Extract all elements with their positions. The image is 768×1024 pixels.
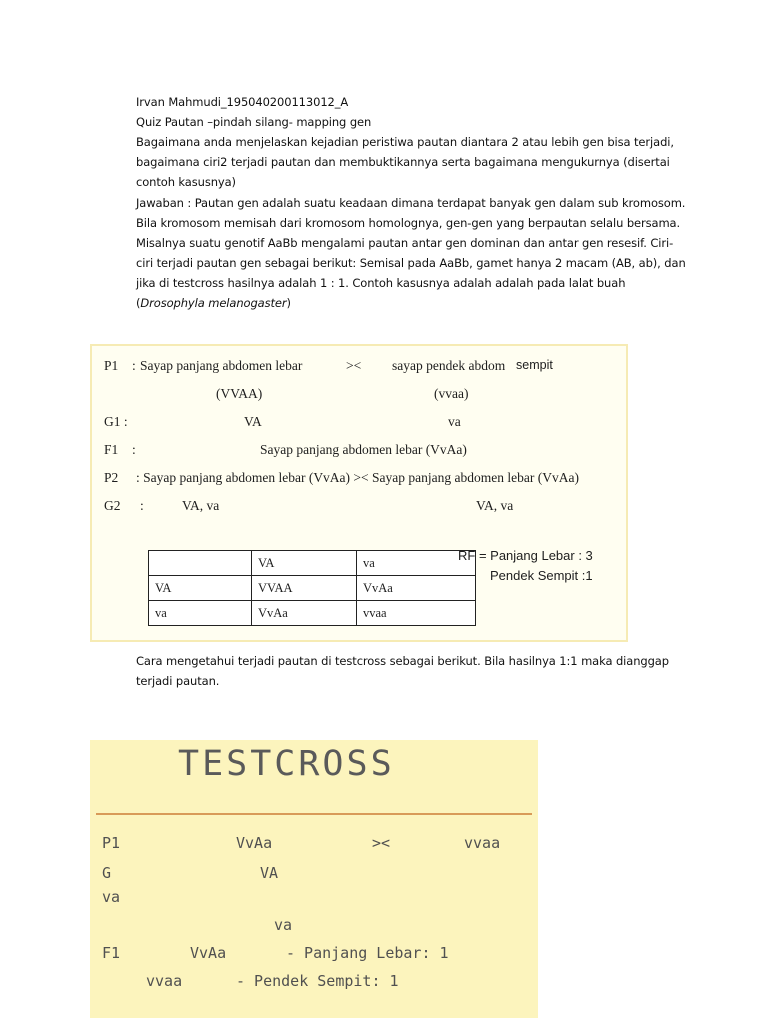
tc-p1-left: VvAa [236, 834, 273, 852]
f1-label: F1 [104, 442, 119, 457]
tc-gamete-recessive-2: va [274, 916, 293, 934]
species-name: Drosophyla melanogaster [140, 296, 287, 310]
tc-p1-label: P1 [102, 834, 121, 852]
question-line: contoh kasusnya) [136, 175, 236, 189]
question-line: bagaimana ciri2 terjadi pautan dan membuktikannya serta bagaimana mengukurnya (disertai [136, 155, 670, 169]
g1-gamete-right: va [448, 414, 461, 429]
p2-label: P2 [104, 470, 119, 485]
g2-label: G2 [104, 498, 121, 513]
tc-p1-right: vvaa [464, 834, 501, 852]
quiz-title: Quiz Pautan –pindah silang- mapping gen [136, 115, 372, 129]
question-line: Bagaimana anda menjelaskan kejadian peristiwa pautan diantara 2 atau lebih gen bisa terjadi, [136, 135, 674, 149]
paren-open: ( [136, 296, 141, 310]
cross-symbol: >< [346, 358, 362, 373]
punnett-cell: VA [252, 551, 357, 576]
punnett-header-row [149, 551, 476, 576]
punnett-cell: VvAa [357, 576, 476, 601]
tc-f1-genotype-2: vvaa [146, 972, 183, 990]
tc-cross-symbol: >< [372, 834, 391, 852]
punnett-row [149, 576, 476, 601]
p1-left-phenotype: Sayap panjang abdomen lebar [140, 358, 303, 373]
tc-gamete-recessive: va [102, 888, 121, 906]
p1-colon: : [132, 358, 136, 373]
answer-line: Bila kromosom memisah dari kromosom homolognya, gen-gen yang berpautan selalu bersama. [136, 216, 681, 230]
g2-colon: : [140, 498, 144, 513]
tc-g-label: G [102, 864, 112, 882]
p1-right-phenotype-tail: sempit [516, 358, 553, 372]
p1-right-phenotype: sayap pendek abdom [392, 358, 506, 373]
p1-genotype-right: (vvaa) [434, 386, 469, 401]
punnett-cell: vvaa [357, 601, 476, 626]
answer-line: jika di testcross hasilnya adalah 1 : 1. Contoh kasusnya adalah adalah pada lalat buah [136, 276, 626, 290]
f1-phenotype: Sayap panjang abdomen lebar (VvAa) [260, 442, 467, 457]
rf-ratio-line1: RF = Panjang Lebar : 3 [458, 548, 593, 563]
conclusion-line: Cara mengetahui terjadi pautan di testcross sebagai berikut. Bila hasilnya 1:1 maka dianggap [136, 654, 669, 668]
punnett-square [148, 550, 476, 626]
g1-gamete-left: VA [244, 414, 262, 429]
conclusion-line: terjadi pautan. [136, 674, 220, 688]
punnett-row [149, 601, 476, 626]
punnett-cell: va [149, 601, 252, 626]
p1-label: P1 [104, 358, 119, 373]
answer-line: Jawaban : Pautan gen adalah suatu keadaan dimana terdapat banyak gen dalam sub kromosom. [136, 196, 686, 210]
punnett-cell [149, 551, 252, 576]
punnett-cell: VVAA [252, 576, 357, 601]
author-line: Irvan Mahmudi_195040200113012_A [136, 95, 349, 109]
paren-close: ) [286, 296, 291, 310]
g2-gametes-right: VA, va [476, 498, 514, 513]
tc-f1-label: F1 [102, 944, 121, 962]
punnett-cell: VA [149, 576, 252, 601]
answer-line: ciri terjadi pautan gen sebagai berikut: Semisal pada AaBb, gamet hanya 2 macam (AB, ab), dan [136, 256, 686, 270]
f1-colon: : [132, 442, 136, 457]
species-line [136, 293, 291, 313]
g2-gametes-left: VA, va [182, 498, 220, 513]
cross-diagram-image [90, 344, 628, 642]
p2-cross: : Sayap panjang abdomen lebar (VvAa) >< Sayap panjang abdomen lebar (VvAa) [136, 470, 579, 485]
tc-gamete-dominant: VA [260, 864, 279, 882]
title-divider [96, 813, 532, 815]
answer-line: Misalnya suatu genotif AaBb mengalami pautan antar gen dominan dan antar gen resesif. Ciri- [136, 236, 674, 250]
punnett-cell: va [357, 551, 476, 576]
rf-ratio-line2: Pendek Sempit :1 [490, 568, 593, 583]
tc-f1-phenotype-2: - Pendek Sempit: 1 [236, 972, 399, 990]
punnett-cell: VvAa [252, 601, 357, 626]
p1-genotype-left: (VVAA) [216, 386, 263, 401]
testcross-title: TESTCROSS [178, 744, 395, 784]
testcross-diagram-image [90, 740, 538, 1018]
g1-label: G1 : [104, 414, 128, 429]
tc-f1-phenotype-1: - Panjang Lebar: 1 [286, 944, 449, 962]
tc-f1-genotype-1: VvAa [190, 944, 227, 962]
